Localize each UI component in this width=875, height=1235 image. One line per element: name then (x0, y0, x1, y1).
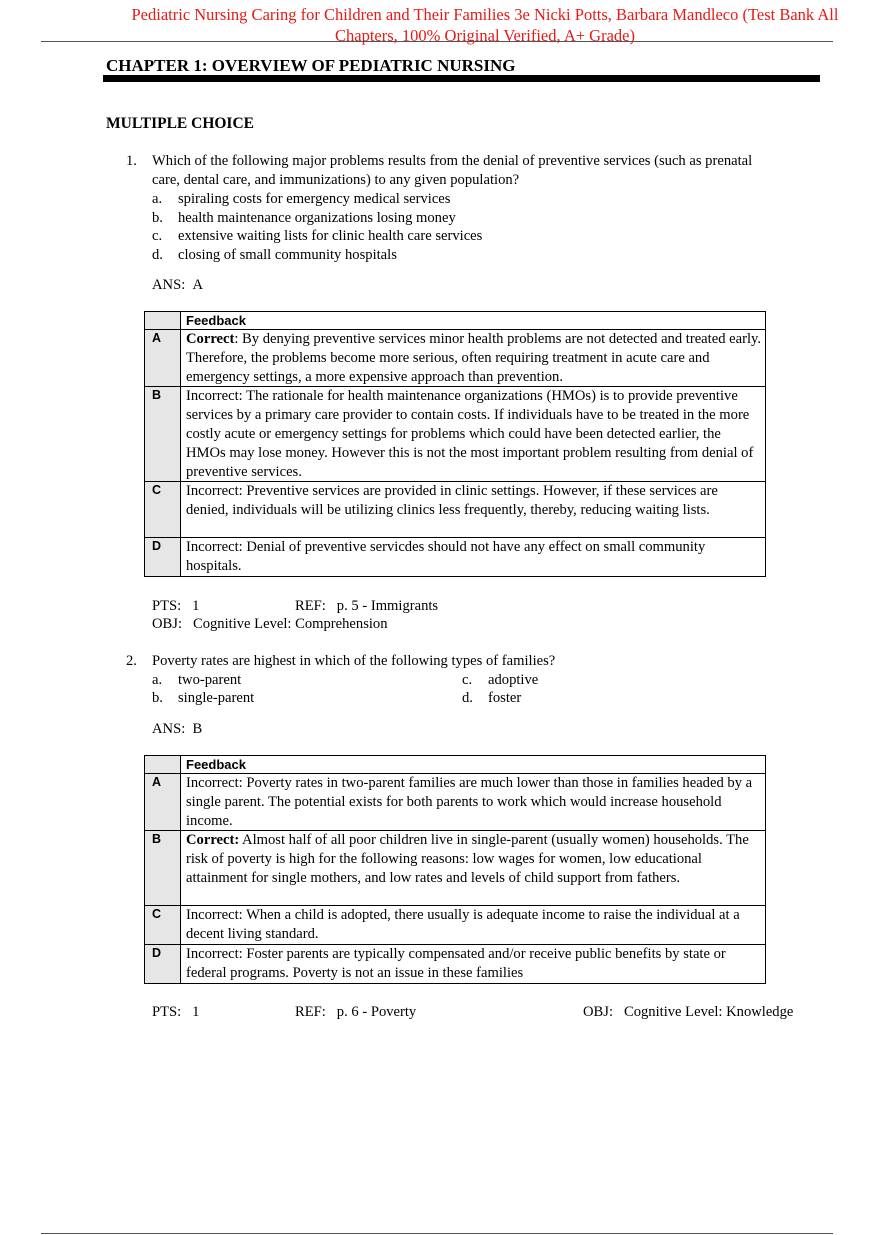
question-1-option-c: c. extensive waiting lists for clinic health care services (152, 228, 483, 244)
chapter-title: CHAPTER 1: OVERVIEW OF PEDIATRIC NURSING (106, 56, 516, 75)
document-banner (100, 4, 870, 46)
question-1-ref: REF: p. 5 - Immigrants (295, 598, 439, 614)
question-2-option-a: a. two-parent (152, 672, 242, 688)
question-2-option-d: d. foster (462, 690, 522, 706)
question-1-option-a: a. spiraling costs for emergency medical services (152, 191, 451, 207)
feedback-text: Incorrect: When a child is adopted, there usually is adequate income to raise the individual at a decent living standard. (181, 906, 766, 945)
feedback-letter: D (145, 538, 181, 577)
feedback-text: Correct: Almost half of all poor children live in single-parent (usually women) households. The risk of poverty is high for the following reasons: low wages for women, low educational attainment for single mothers, and low rates and levels of child support from fathers. (181, 831, 766, 906)
feedback-text: Incorrect: Poverty rates in two-parent families are much lower than those in families headed by a single parent. The potential exists for both parents to work which would increase household income. (181, 774, 766, 831)
question-1-obj: OBJ: Cognitive Level: Comprehension (152, 616, 388, 632)
chapter-divider (103, 75, 820, 82)
question-1-stem-line-2: care, dental care, and immunizations) to any given population? (152, 172, 520, 188)
feedback-text: Incorrect: Denial of preventive servicdes should not have any effect on small community hospitals. (181, 538, 766, 577)
question-2-feedback-table (144, 755, 766, 984)
feedback-header: Feedback (181, 312, 766, 330)
question-2-option-c: c. adoptive (462, 672, 539, 688)
feedback-text: Incorrect: The rationale for health maintenance organizations (HMOs) is to provide preventive services by a primary care provider to contain costs. If individuals have to be treated in the more costly acute or emergency settings for problems which could have been detected earlier, the HMOs may lose money. However this is not the most important problem resulting from denial of preventive services. (181, 387, 766, 482)
question-2-obj: OBJ: Cognitive Level: Knowledge (583, 1004, 794, 1020)
question-1-number: 1. (126, 153, 137, 169)
feedback-letter: B (145, 387, 181, 482)
question-2-pts: PTS: 1 (152, 1004, 200, 1020)
feedback-text: Incorrect: Foster parents are typically compensated and/or receive public benefits by state or federal programs. Poverty is not an issue in these families (181, 944, 766, 983)
feedback-letter: C (145, 482, 181, 538)
feedback-header: Feedback (181, 756, 766, 774)
feedback-letter: A (145, 330, 181, 387)
question-2-option-b: b. single-parent (152, 690, 255, 706)
footer-rule (41, 1233, 833, 1234)
banner-line-1: Pediatric Nursing Caring for Children and Their Families 3e Nicki Potts, Barbara Mandleco (Test Bank All (131, 5, 839, 24)
feedback-text: Incorrect: Preventive services are provided in clinic settings. However, if these services are denied, individuals will be utilizing clinics less frequently, thereby, reducing waiting lists. (181, 482, 766, 538)
question-1-pts: PTS: 1 (152, 598, 200, 614)
feedback-letter: B (145, 831, 181, 906)
header-rule (41, 41, 833, 42)
feedback-text: Correct: By denying preventive services minor health problems are not detected and treated early. Therefore, the problems become more serious, often requiring treatment in acute care and emergency settings, a more expensive approach than prevention. (181, 330, 766, 387)
section-title: MULTIPLE CHOICE (106, 115, 254, 132)
banner-line-2: Chapters, 100% Original Verified, A+ Grade) (335, 26, 635, 45)
question-2-ref: REF: p. 6 - Poverty (295, 1004, 417, 1020)
question-1-feedback-table (144, 311, 766, 577)
question-2-number: 2. (126, 653, 137, 669)
question-1-stem-line-1: Which of the following major problems results from the denial of preventive services (such as prenatal (152, 153, 753, 169)
question-1-option-b: b. health maintenance organizations losing money (152, 210, 456, 226)
feedback-letter: D (145, 944, 181, 983)
question-2-answer: ANS: B (152, 721, 203, 737)
feedback-letter: A (145, 774, 181, 831)
question-1-option-d: d. closing of small community hospitals (152, 247, 397, 263)
question-1-answer: ANS: A (152, 277, 204, 293)
question-2-stem: Poverty rates are highest in which of the following types of families? (152, 653, 556, 669)
feedback-letter: C (145, 906, 181, 945)
